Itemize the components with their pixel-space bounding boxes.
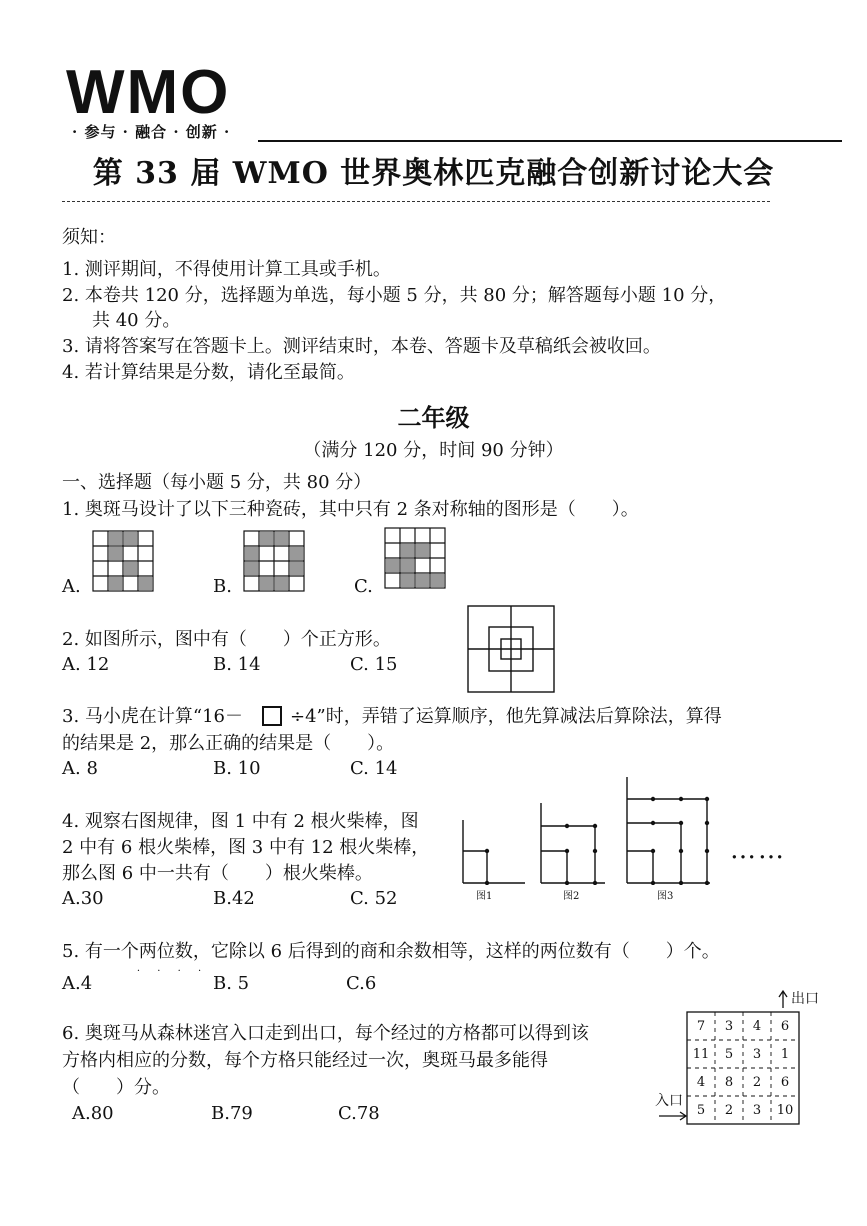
q1-option-c: C.	[354, 576, 373, 597]
maze-cell: 10	[776, 1102, 794, 1118]
maze-cell: 8	[724, 1074, 734, 1090]
q3-line1-part1: 3. 马小虎在计算“16－	[62, 706, 244, 727]
logo-slogan: · 参与 · 融合 · 创新 ·	[72, 123, 231, 141]
q6-line1: 6. 奥斑马从森林迷宫入口走到出口，每个经过的方格都可以得到该	[62, 1023, 589, 1044]
q4-option-a: A.30	[62, 888, 104, 909]
q5-option-c: C.6	[346, 973, 377, 994]
nested-squares-figure	[467, 605, 555, 693]
maze-cell: 2	[752, 1074, 762, 1090]
wmo-logo: WMO	[66, 58, 231, 127]
page-title: 第 33 届 WMO 世界奥林匹克融合创新讨论大会	[92, 156, 775, 191]
maze-cell: 6	[780, 1074, 790, 1090]
q5-pre: 5. 有一个	[62, 941, 139, 962]
blank-box	[262, 706, 282, 726]
maze-cell: 4	[696, 1074, 706, 1090]
notice-item-1: 1. 测评期间，不得使用计算工具或手机。	[62, 259, 391, 280]
q2-option-a: A. 12	[62, 654, 110, 675]
maze-cell: 7	[696, 1018, 706, 1034]
dashed-divider	[62, 201, 770, 202]
q1-option-b: B.	[213, 576, 232, 597]
fig1-label: 图1	[476, 891, 493, 902]
notice-item-3: 3. 请将答案写在答题卡上。测评结束时，本卷、答题卡及草稿纸会被收回。	[62, 336, 661, 357]
part-heading: 一、选择题（每小题 5 分，共 80 分）	[62, 472, 372, 493]
q3-line2: 的结果是 2，那么正确的结果是（ ）。	[62, 733, 395, 754]
maze-cell: 3	[752, 1046, 762, 1062]
tile-c-figure	[384, 527, 446, 589]
q4-line1: 4. 观察右图规律，图 1 中有 2 根火柴棒，图	[62, 811, 419, 832]
q6-option-b: B.79	[211, 1103, 253, 1124]
q6-option-a: A.80	[72, 1103, 114, 1124]
notice-heading: 须知：	[62, 227, 116, 248]
maze-cell: 4	[752, 1018, 762, 1034]
maze-cell: 1	[780, 1046, 790, 1062]
fig2-label: 图2	[563, 891, 580, 902]
ellipsis: ……	[730, 835, 786, 865]
matchstick-figures	[455, 775, 725, 885]
q4-line3: 那么图 6 中一共有（ ）根火柴棒。	[62, 863, 373, 884]
maze-cell: 5	[724, 1046, 734, 1062]
q5-option-b: B. 5	[213, 973, 250, 994]
exit-label: 出口	[791, 991, 819, 1007]
fig3-label: 图3	[657, 891, 674, 902]
tile-b-figure	[243, 530, 305, 592]
q2-text: 2. 如图所示，图中有（ ）个正方形。	[62, 629, 391, 650]
notice-item-4: 4. 若计算结果是分数，请化至最简。	[62, 362, 355, 383]
notice-item-2: 2. 本卷共 120 分，选择题为单选，每小题 5 分，共 80 分；解答题每小题 10 分，	[62, 285, 727, 306]
tile-a-figure	[92, 530, 154, 592]
q3-option-b: B. 10	[213, 758, 261, 779]
q3-line1-part2: ÷4”时，弄错了运算顺序，他先算减法后算除法，算得	[290, 706, 722, 727]
q6-line2: 方格内相应的分数，每个方格只能经过一次，奥斑马最多能得	[62, 1050, 548, 1071]
q3-option-a: A. 8	[62, 758, 98, 779]
maze-cell: 5	[696, 1102, 706, 1118]
q3-option-c: C. 14	[350, 758, 398, 779]
q2-option-b: B. 14	[213, 654, 261, 675]
q6-line3: （ ）分。	[62, 1077, 170, 1098]
q4-line2: 2 中有 6 根火柴棒，图 3 中有 12 根火柴棒，	[62, 837, 430, 858]
grade-heading: 二年级	[397, 403, 470, 432]
maze-cell: 6	[780, 1018, 790, 1034]
maze-cell: 2	[724, 1102, 734, 1118]
entry-label: 入口	[655, 1093, 683, 1109]
q1-text: 1. 奥斑马设计了以下三种瓷砖，其中只有 2 条对称轴的图形是（ ）。	[62, 499, 639, 520]
q5-emphasis: 两位数 · · · ·	[139, 941, 193, 962]
exam-info: （满分 120 分，时间 90 分钟）	[303, 440, 564, 461]
maze-cell: 3	[724, 1018, 734, 1034]
q4-option-c: C. 52	[350, 888, 398, 909]
notice-item-2-cont: 共 40 分。	[92, 310, 181, 331]
header-rule	[258, 140, 842, 142]
maze-grid	[687, 1012, 799, 1124]
q2-option-c: C. 15	[350, 654, 398, 675]
q6-option-c: C.78	[338, 1103, 380, 1124]
maze-cell: 3	[752, 1102, 762, 1118]
q1-option-a: A.	[62, 576, 81, 597]
q5-option-a: A.4	[62, 973, 93, 994]
q5-post: ，它除以 6 后得到的商和余数相等，这样的两位数有（ ）个。	[192, 941, 720, 962]
q4-option-b: B.42	[213, 888, 255, 909]
maze-cell: 11	[692, 1046, 710, 1062]
q5-text	[62, 939, 720, 965]
